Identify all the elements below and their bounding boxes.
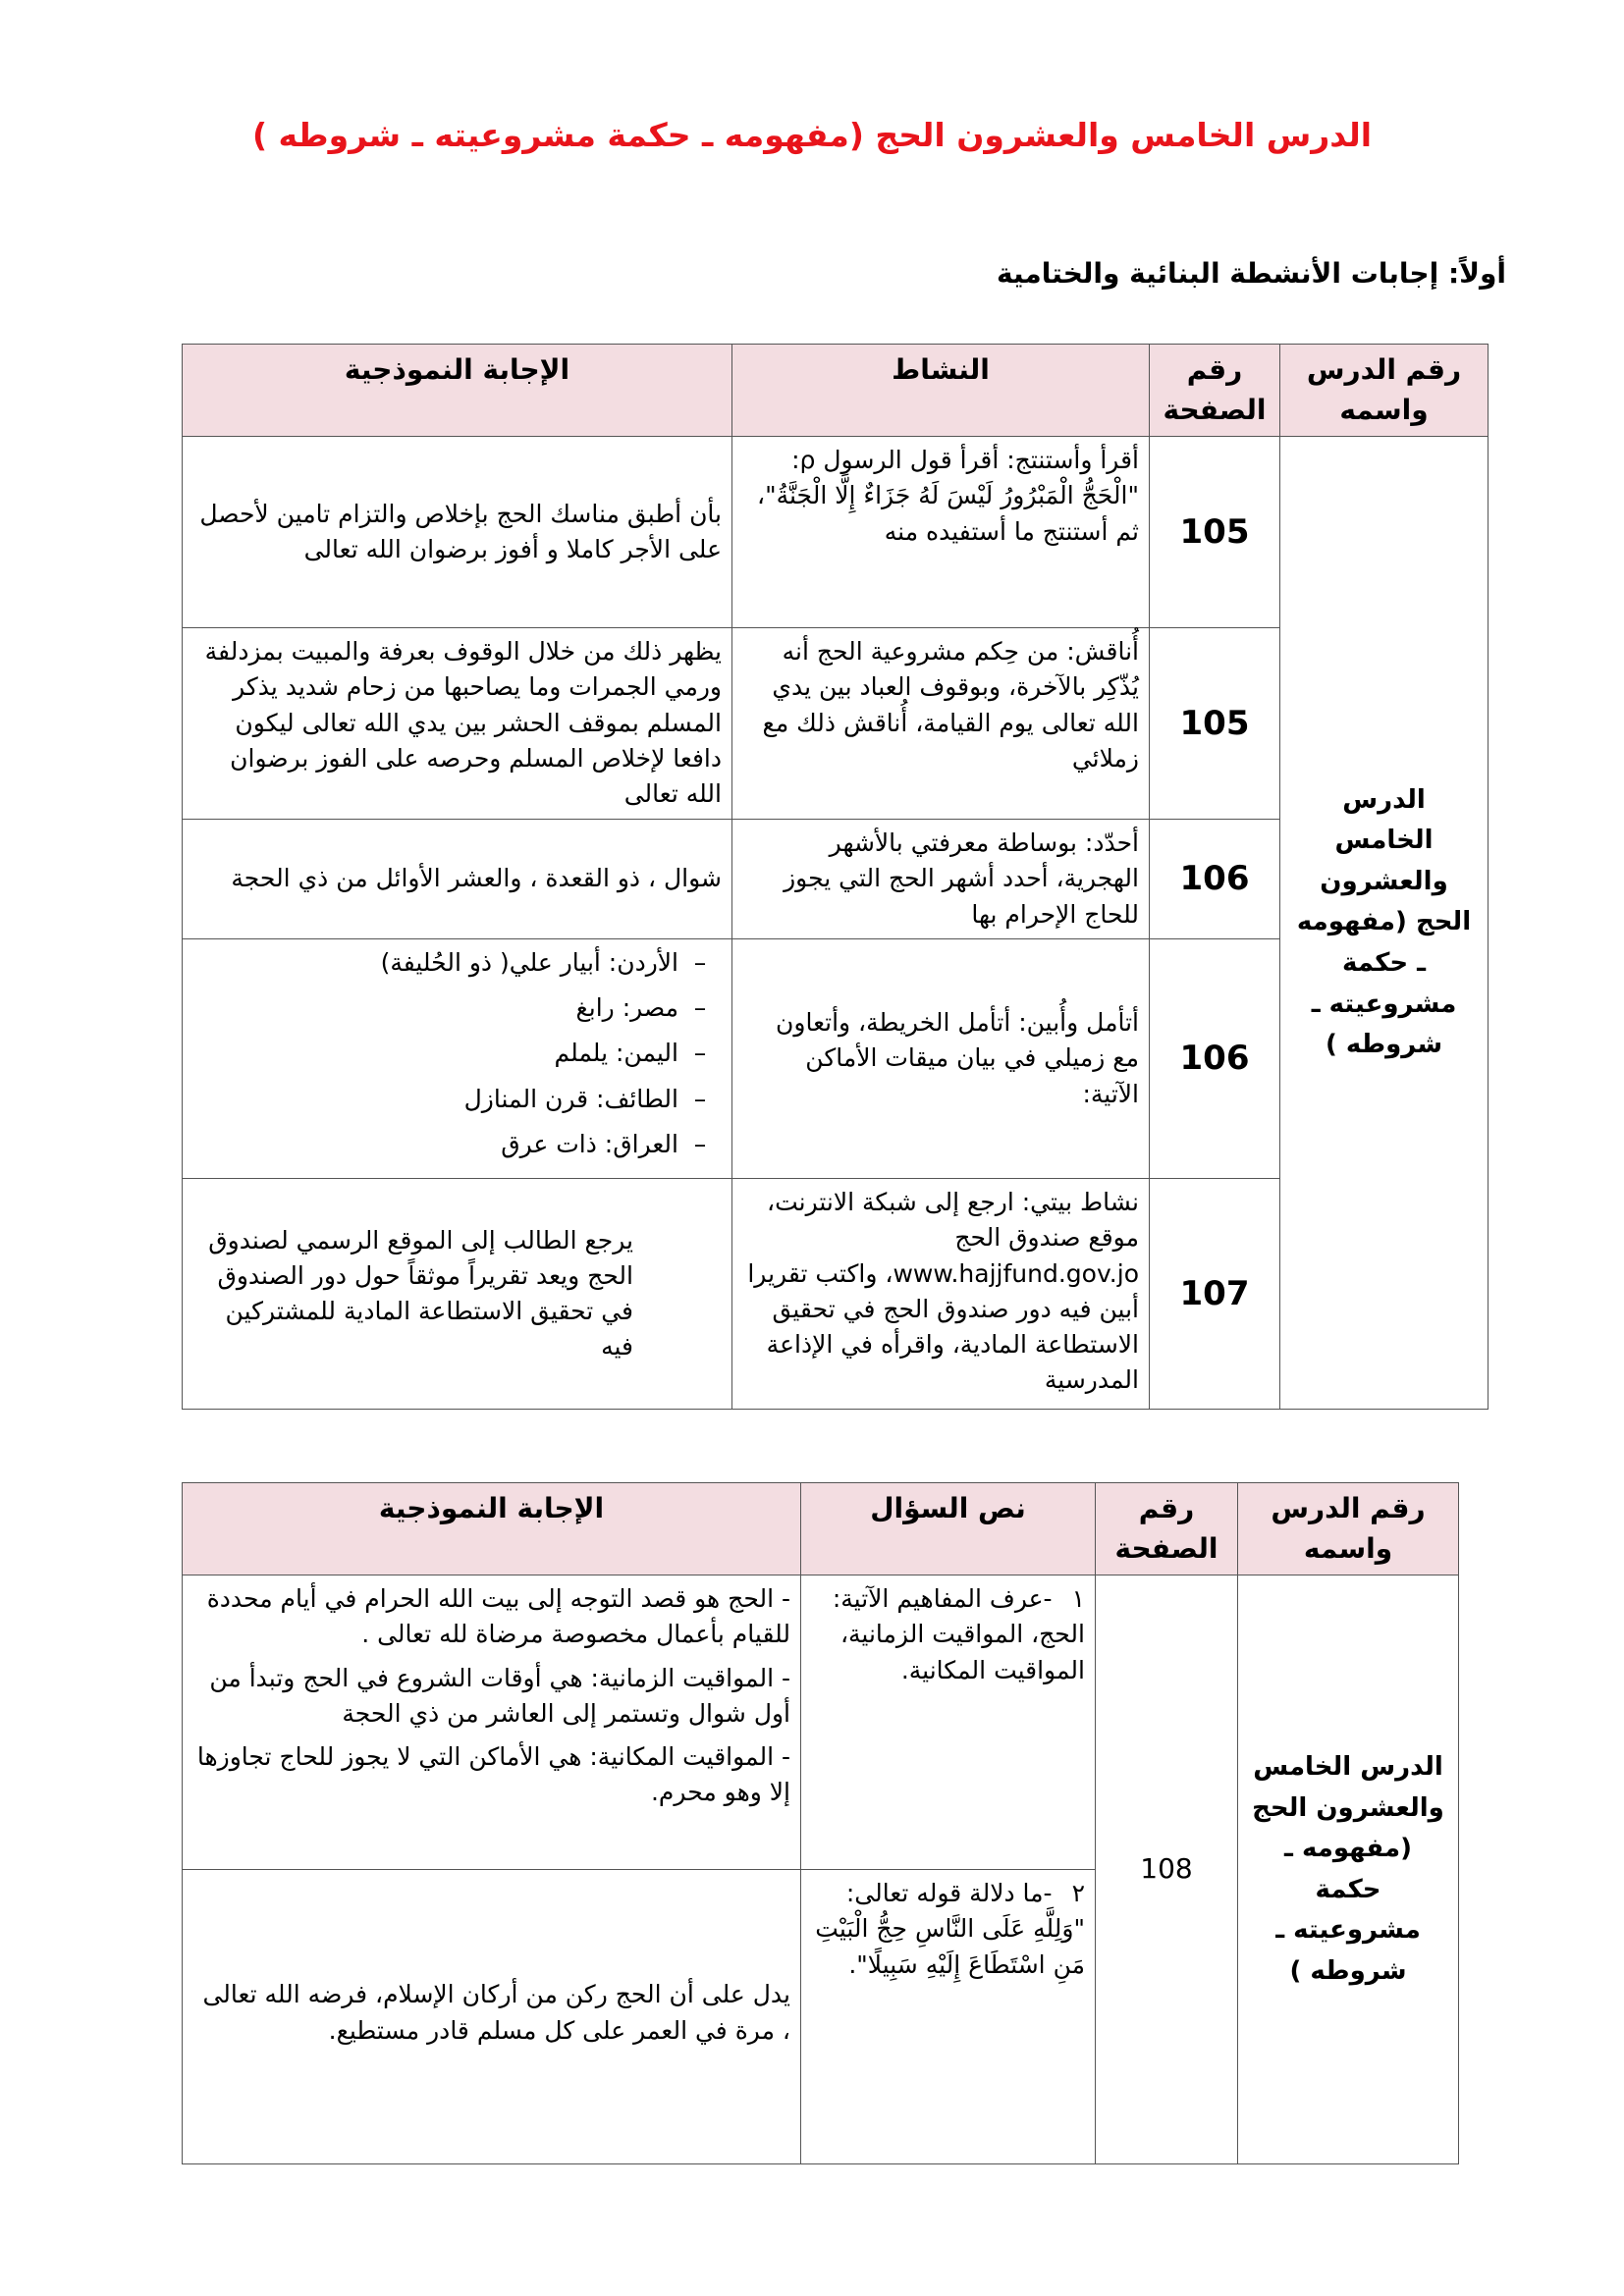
activity-cell: أتأمل وأُبين: أتأمل الخريطة، وأتعاون مع زميلي في بيان ميقات الأماكن الآتية:	[732, 938, 1150, 1178]
activity-cell: أُناقش: من حِكم مشروعية الحج أنه يُذّكِر بالآخرة، وبوقوف العباد بين يدي الله تعالى يوم القيامة، أُناقش ذلك مع زملائي	[732, 628, 1150, 820]
header-lesson: رقم الدرس واسمه	[1280, 345, 1489, 437]
activity-text: ، واكتب تقريرا أبين فيه دور صندوق الحج في تحقيق الاستطاعة المادية، واقرأه في الإذاعة المدرسية	[747, 1258, 1139, 1395]
answer-cell: بأن أطبق مناسك الحج بإخلاص والتزام تامين لأحصل على الأجر كاملا و أفوز برضوان الله تعالى	[183, 437, 732, 628]
list-item: – الطائف: قرن المنازل	[192, 1082, 722, 1117]
page-number-cell: 106	[1150, 820, 1280, 939]
lesson-name-cell: الدرس الخامس والعشرون الحج (مفهومه ـ حكمة مشروعيته ـ شروطه )	[1238, 1575, 1459, 2164]
questions-table	[182, 1482, 1459, 2164]
question-text: -عرف المفاهيم الآتية: الحج، المواقيت الزمانية، المواقيت المكانية.	[832, 1584, 1085, 1684]
header-question: نص السؤال	[801, 1483, 1096, 1575]
table-header-row	[183, 345, 1489, 437]
section-heading: أولاً: إجابات الأنشطة البنائية والختامية	[997, 257, 1506, 290]
answer-cell	[183, 938, 732, 1178]
list-item: – اليمن: يلملم	[192, 1036, 722, 1071]
answer-line: - المواقيت المكانية: هي الأماكن التي لا يجوز للحاج تجاوزها إلا وهو محرم.	[196, 1742, 790, 1807]
list-item: – مصر: رابغ	[192, 990, 722, 1026]
question-text: -ما دلالة قوله تعالى: "وَلِلَّهِ عَلَى النَّاسِ حِجُّ الْبَيْتِ مَنِ اسْتَطَاعَ إِلَيْهِ سَبِيلًا".	[815, 1879, 1085, 1979]
answer-line: - المواقيت الزمانية: هي أوقات الشروع في الحج وتبدأ من أول شوال وتستمر إلى العاشر من ذي الحجة	[209, 1663, 790, 1728]
page-title: الدرس الخامس والعشرون الحج (مفهومه ـ حكمة مشروعيته ـ شروطه )	[251, 116, 1373, 154]
list-item: – الأردن: أبيار علي( ذو الحُليفة)	[192, 945, 722, 981]
header-page: رقم الصفحة	[1150, 345, 1280, 437]
activity-cell: أقرأ وأستنتج: أقرأ قول الرسول ρ: "الْحَجُّ الْمَبْرُورُ لَيْسَ لَهُ جَزَاءٌ إِلَّا الْجَنَّةُ"، ثم أستنتج ما أستفيده منه	[732, 437, 1150, 628]
answer-line: - الحج هو قصد التوجه إلى بيت الله الحرام في أيام محددة للقيام بأعمال مخصوصة مرضاة لله تعالى .	[206, 1584, 790, 1649]
answer-cell: يظهر ذلك من خلال الوقوف بعرفة والمبيت بمزدلفة ورمي الجمرات وما يصاحبها من زحام شديد يذكر المسلم بموقف الحشر بين يدي الله تعالى ليكون دافعا لإخلاص المسلم وحرصه على الفوز برضوان الله تعالى	[183, 628, 732, 820]
website-url: www.hajjfund.gov.jo	[893, 1258, 1139, 1288]
activities-table	[182, 344, 1489, 1410]
header-activity: النشاط	[732, 345, 1150, 437]
answer-cell	[183, 1870, 801, 2164]
list-item: – العراق: ذات عرق	[192, 1127, 722, 1162]
header-answer: الإجابة النموذجية	[183, 345, 732, 437]
page-number-cell: 107	[1150, 1179, 1280, 1410]
page-number-cell: 108	[1096, 1575, 1238, 2164]
table-header-row	[183, 1483, 1459, 1575]
question-number: ١	[1071, 1584, 1085, 1614]
answer-cell: شوال ، ذو القعدة ، والعشر الأوائل من ذي الحجة	[183, 820, 732, 939]
question-cell	[801, 1870, 1096, 2164]
miqat-list	[192, 945, 722, 1162]
activity-cell: أحدّد: بوساطة معرفتي بالأشهر الهجرية، أحدد أشهر الحج التي يجوز للحاج الإحرام بها	[732, 820, 1150, 939]
answer-cell	[183, 1575, 801, 1870]
header-answer: الإجابة النموذجية	[183, 1483, 801, 1575]
question-number: ٢	[1071, 1879, 1085, 1908]
activity-text: نشاط بيتي: ارجع إلى شبكة الانترنت، موقع صندوق الحج	[767, 1188, 1139, 1253]
table-row	[183, 1575, 1459, 1870]
page-number-cell: 105	[1150, 628, 1280, 820]
table-row	[183, 437, 1489, 628]
lesson-name-cell: الدرس الخامس والعشرون الحج (مفهومه ـ حكمة مشروعيته ـ شروطه )	[1280, 437, 1489, 1410]
page-number-cell: 106	[1150, 938, 1280, 1178]
question-cell	[801, 1575, 1096, 1870]
activity-cell	[732, 1179, 1150, 1410]
header-lesson: رقم الدرس واسمه	[1238, 1483, 1459, 1575]
answer-line: يدل على أن الحج ركن من أركان الإسلام، فرضه الله تعالى ، مرة في العمر على كل مسلم قادر مستطيع.	[202, 1980, 790, 2045]
answer-cell: يرجع الطالب إلى الموقع الرسمي لصندوق الحج ويعد تقريراً موثقاً حول دور الصندوق في تحقيق الاستطاعة المادية للمشتركين فيه	[183, 1179, 732, 1410]
header-page: رقم الصفحة	[1096, 1483, 1238, 1575]
page-number-cell: 105	[1150, 437, 1280, 628]
